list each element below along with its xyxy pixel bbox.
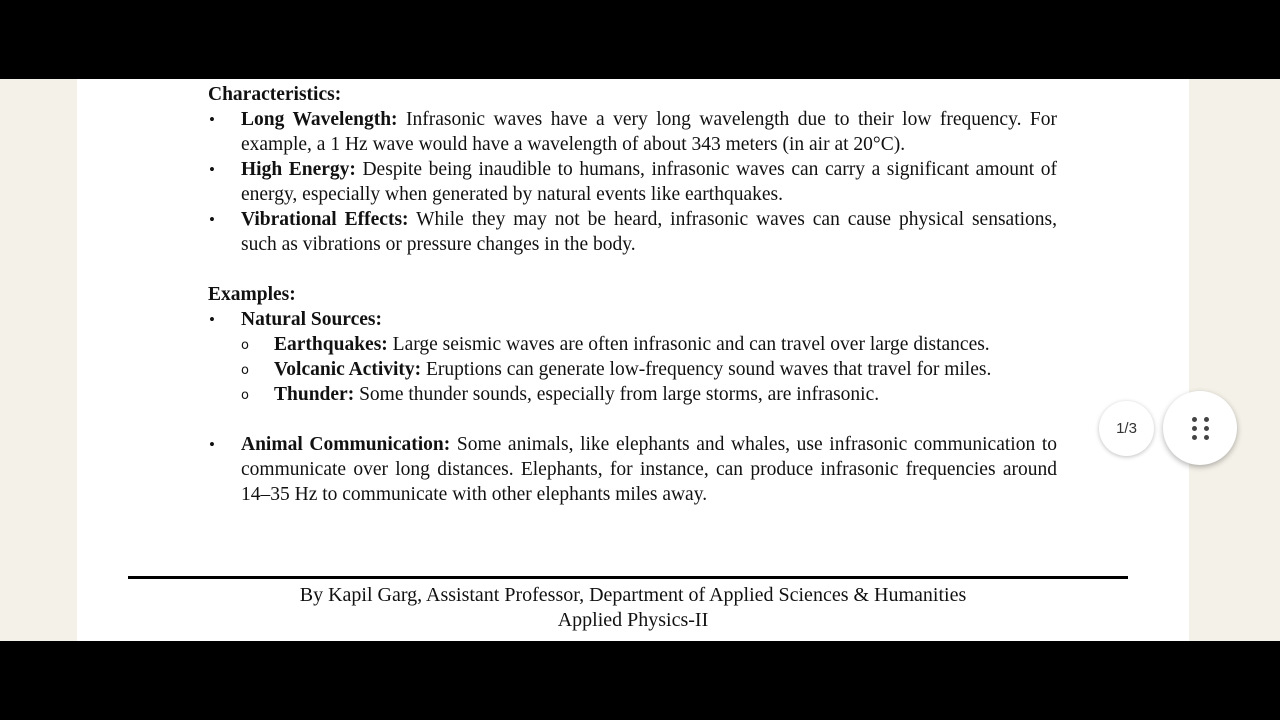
- examples-list: [208, 307, 1057, 407]
- list-item: [208, 157, 1057, 207]
- item-text: Large seismic waves are often infrasonic and can travel over large distances.: [387, 334, 990, 355]
- sub-list-item: [241, 382, 1057, 407]
- grid-dots-icon: [1192, 417, 1209, 440]
- bullet-icon: •: [209, 160, 215, 179]
- sub-bullet-icon: o: [241, 388, 249, 403]
- sub-bullet-icon: o: [241, 363, 249, 378]
- item-text: Eruptions can generate low-frequency sound waves that travel for miles.: [421, 359, 992, 380]
- footer-divider: [128, 576, 1128, 579]
- item-text: While they may not be heard, infrasonic waves can cause physical sensations, such as vibrations or pressure changes in the body.: [241, 209, 1057, 255]
- document-page: [77, 79, 1189, 641]
- item-term: Vibrational Effects:: [241, 209, 409, 230]
- animal-communication-list: [208, 432, 1057, 507]
- examples-heading: Examples:: [208, 284, 296, 305]
- page-counter-badge[interactable]: 1/3: [1099, 401, 1154, 456]
- footer-author-line: By Kapil Garg, Assistant Professor, Department of Applied Sciences & Humanities: [299, 584, 967, 606]
- bullet-icon: •: [209, 110, 215, 129]
- list-item: [208, 432, 1057, 507]
- list-item: [208, 307, 1057, 407]
- characteristics-list: [208, 107, 1057, 257]
- item-term: Volcanic Activity:: [274, 359, 422, 380]
- document-viewer[interactable]: [0, 79, 1280, 641]
- footer-course-line: Applied Physics-II: [557, 609, 709, 631]
- sub-list-item: [241, 332, 1057, 357]
- sub-list-item: [241, 357, 1057, 382]
- item-text: Some animals, like elephants and whales, use infrasonic communication to communicate over long distances. Elephants, for instance, can produce infrasonic frequencies around 14–35 Hz to communicate with other elephants miles away.: [241, 434, 1057, 505]
- bullet-icon: •: [209, 310, 215, 329]
- item-term: Animal Communication:: [241, 434, 451, 455]
- spacer: [208, 257, 1057, 282]
- item-term: High Energy:: [241, 159, 356, 180]
- item-term: Earthquakes:: [274, 334, 388, 355]
- item-text: Some thunder sounds, especially from large storms, are infrasonic.: [354, 384, 880, 405]
- item-text: Despite being inaudible to humans, infrasonic waves can carry a significant amount of energy, especially when generated by natural events like earthquakes.: [241, 159, 1057, 205]
- list-item: [208, 107, 1057, 157]
- bullet-icon: •: [209, 210, 215, 229]
- page-grid-menu-button[interactable]: [1163, 391, 1237, 465]
- item-term: Thunder:: [274, 384, 355, 405]
- list-item: [208, 207, 1057, 257]
- item-term: Long Wavelength:: [241, 109, 398, 130]
- bullet-icon: •: [209, 435, 215, 454]
- sub-bullet-icon: o: [241, 338, 249, 353]
- natural-sources-list: [241, 332, 1057, 407]
- item-text: Infrasonic waves have a very long wavelength due to their low frequency. For example, a 1 Hz wave would have a wavelength of about 343 meters (in air at 20°C).: [241, 109, 1057, 155]
- page-footer: [77, 583, 1189, 633]
- page-content: [208, 82, 1057, 507]
- spacer: [208, 407, 1057, 432]
- characteristics-heading: Characteristics:: [208, 84, 342, 105]
- item-term: Natural Sources:: [241, 309, 383, 330]
